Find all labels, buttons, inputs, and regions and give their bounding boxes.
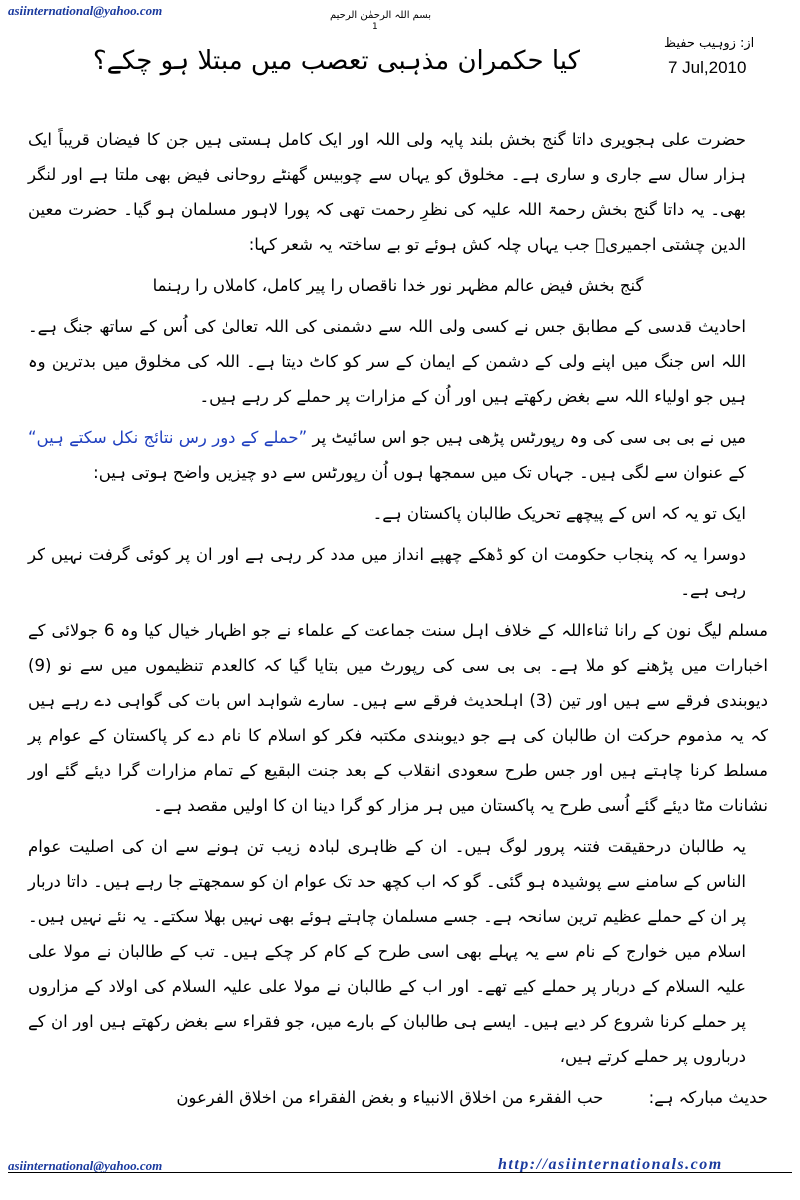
footer-email[interactable]: asiinternational@yahoo.com bbox=[8, 1158, 163, 1173]
hadith-label: حدیث مبارکہ ہے: bbox=[648, 1088, 768, 1107]
header-email[interactable]: asiinternational@yahoo.com bbox=[8, 3, 163, 18]
bismillah: بسم اللہ الرحمٰن الرحیم bbox=[330, 10, 432, 21]
date: 7 Jul,2010 bbox=[668, 58, 747, 77]
hadith-arabic: حب الفقرء من اخلاق الانبیاء و بغض الفقراء من اخلاق الفرعون bbox=[176, 1088, 604, 1107]
footer-divider bbox=[8, 1172, 792, 1173]
paragraph-7: یہ طالبان درحقیقت فتنہ پرور لوگ ہیں۔ ان کے ظاہری لبادہ زیب تن ہونے سے ان کی اصلیت عوام الناس کے سامنے سے پوشیدہ ہو گئی۔ گو کہ اب کچھ حد تک عوام ان کو سمجھتے جا رہے ہیں۔ داتا دربار پر ان کے حملے عظیم ترین سانحہ ہے۔ جسے مسلمان چاہتے ہوئے بھی نہیں بھلا سکتے۔ یہ نئے نہیں ہیں۔ اسلام میں خوارج کے نام سے یہ پہلے بھی اسی طرح کے کام کر چکے ہیں۔ تب کے طالبان نے مولا علی علیہ السلام کے دربار پر حملے کیے تھے۔ اور اب کے طالبان نے مولا علی علیہ السلام کی اولاد کے مزاروں پر حملے کرنا شروع کر دیے ہیں۔ ایسے ہی طالبان کے بارے میں، جو فقراء سے بغض رکھتے ہیں اور ان کے درباروں پر حملے کرتے ہیں، bbox=[28, 837, 746, 1066]
paragraph-2: احادیث قدسی کے مطابق جس نے کسی ولی اللہ سے دشمنی کی اللہ تعالیٰ کی اُس کے ساتھ جنگ ہے۔ اللہ اس جنگ میں اپنے ولی کے دشمن کے ایمان کے سر کو کاٹ دیتا ہے۔ اللہ کی مخلوق میں بدترین وہ ہیں جو اولیاء اللہ سے بغض رکھتے ہیں اور اُن کے مزارات پر حملے کر رہے ہیں۔ bbox=[28, 317, 746, 406]
verse: گنج بخش فیض عالم مظہر نور خدا ناقصاں را پیر کامل، کاملاں را رہنما bbox=[152, 276, 644, 295]
paragraph-3-end: کے عنوان سے لگی ہیں۔ جہاں تک میں سمجھا ہوں اُن رپورٹس سے دو چیزیں واضح ہوتی ہیں: bbox=[93, 463, 746, 482]
paragraph-4: ایک تو یہ کہ اس کے پیچھے تحریک طالبان پاکستان ہے۔ bbox=[372, 504, 746, 523]
page-number: 1 bbox=[372, 22, 378, 32]
page-title: کیا حکمران مذہبی تعصب میں مبتلا ہو چکے؟ bbox=[92, 46, 580, 76]
paragraph-3 bbox=[28, 420, 768, 490]
paragraph-1: حضرت علی ہجویری داتا گنج بخش بلند پایہ ولی اللہ اور ایک کامل ہستی ہیں جن کا فیضان قریباً ایک ہزار سال سے جاری و ساری ہے۔ مخلوق کو یہاں سے چوبیس گھنٹے روحانی فیض بھی ملتا ہے اور لنگر بھی۔ یہ داتا گنج بخش رحمۃ اللہ علیہ کی نظرِ رحمت تھی کہ پورا لاہور مسلمان ہو گیا۔ حضرت معین الدین چشتی اجمیریؒ جب یہاں چلہ کش ہوئے تو بے ساختہ یہ شعر کہا: bbox=[28, 130, 746, 254]
footer-website[interactable]: http://asiinternationals.com bbox=[498, 1156, 723, 1173]
paragraph-5: دوسرا یہ کہ پنجاب حکومت ان کو ڈھکے چھپے انداز میں مدد کر رہی ہے اور ان پر کوئی گرفت نہیں کر رہی ہے۔ bbox=[28, 545, 746, 599]
hadith bbox=[28, 1080, 768, 1115]
article-body bbox=[28, 122, 768, 1121]
paragraph-3-start: میں نے بی بی سی کی وہ رپورٹس پڑھی ہیں جو اس سائیٹ پر bbox=[312, 428, 746, 447]
author: از: زوہیب حفیظ bbox=[664, 36, 755, 51]
paragraph-6: مسلم لیگ نون کے رانا ثناءاللہ کے خلاف اہل سنت جماعت کے علماء نے جو اظہار خیال کیا وہ 6 جولائی کے اخبارات میں پڑھنے کو ملا ہے۔ بی بی سی کی رپورٹ میں بتایا گیا کہ کالعدم تنظیموں میں سے نو (9) دیوبندی فرقے سے ہیں اور تین (3) اہلحدیث فرقے سے ہیں۔ سارے شواہد اس بات کی گواہی دے رہے ہیں کہ یہ مذموم حرکت ان طالبان کی ہے جو دیوبندی مکتبہ فکر کو اسلام کا نام دے کر پاکستان کے عوام پر مسلط کرنا چاہتے ہیں اور جس طرح سعودی انقلاب کے بعد جنت البقیع کے تمام مزارات گرا دیئے گئے اور نشانات مٹا دیئے گئے اُسی طرح یہ پاکستان میں ہر مزار کو گرا دینا ان کا اولیں مقصد ہے۔ bbox=[28, 621, 768, 815]
quoted-title: ”حملے کے دور رس نتائج نکل سکتے ہیں“ bbox=[28, 428, 308, 447]
